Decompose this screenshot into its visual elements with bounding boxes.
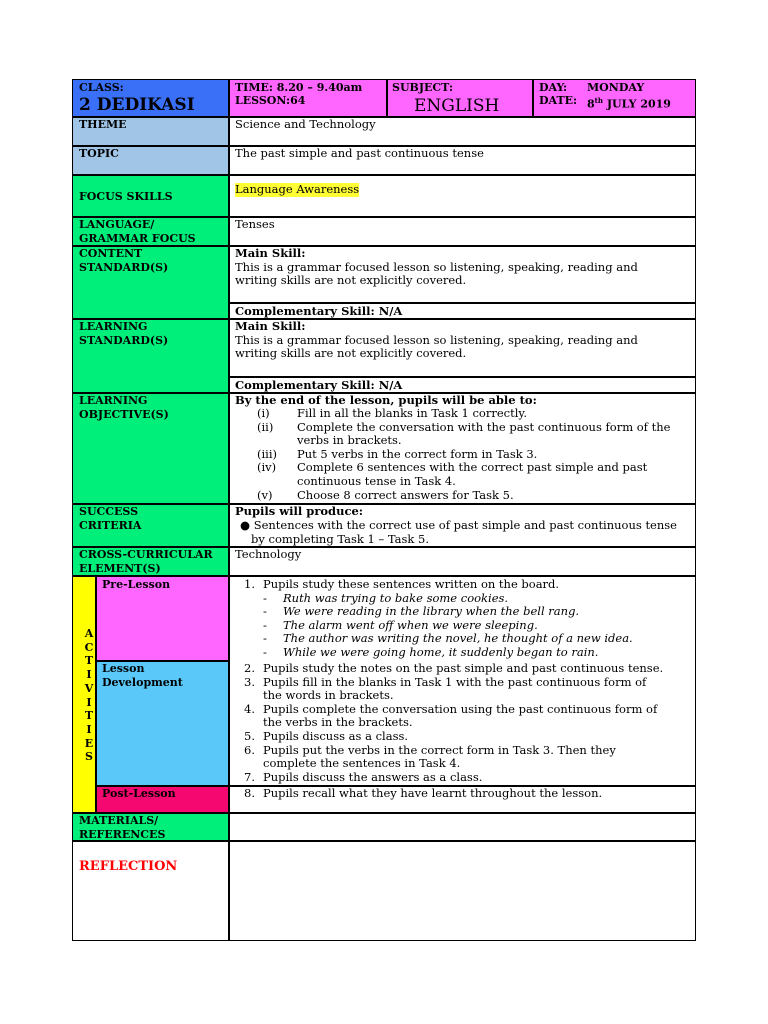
success-criteria: ● Sentences with the correct use of past simple and past continuous tense by completing Task 1 – Task 5. [240,518,677,546]
step-item-cont: the words in brackets. [263,688,394,703]
content-main: Main Skill: This is a grammar focused lesson so listening, speaking, reading and writing skills are not explicitly covered. [235,246,638,288]
step-item-cont: complete the sentences in Task 4. [263,756,461,771]
rule [72,503,696,505]
activities-vertical-label: A C T I V I T I E S [84,627,94,764]
theme-label: THEME [79,118,127,131]
objective-label: LEARNING OBJECTIVE(S) [79,394,169,421]
step-item: 6. Pupils put the verbs in the correct form in Task 3. Then they [244,742,616,757]
focus-value: Language Awareness [235,182,360,196]
content-complementary: Complementary Skill: N/A [235,304,403,318]
step-item: 3. Pupils fill in the blanks in Task 1 with the past continuous form of [244,674,647,689]
focus-label: FOCUS SKILLS [79,190,173,203]
development-steps [235,662,663,784]
topic-value: The past simple and past continuous tense [235,146,484,160]
example-sentence: - The author was writing the novel, he thought of a new idea. [263,631,633,646]
learning-main: Main Skill: This is a grammar focused lesson so listening, speaking, reading and writing skills are not explicitly covered. [235,319,638,361]
learning-standard-label: LEARNING STANDARD(S) [79,320,169,347]
post-lesson-step: 8. Pupils recall what they have learnt throughout the lesson. [244,786,603,800]
post-lesson-label: Post-Lesson [102,787,176,800]
rule [72,840,696,842]
example-sentence: - The alarm went off when we were sleeping. [263,617,538,632]
rule [72,116,696,118]
date-label: DATE: [539,94,578,107]
rule [72,174,696,176]
cross-curricular-value: Technology [235,547,302,561]
grammar-value: Tenses [235,217,275,231]
objective-list [235,407,670,502]
example-sentence: - We were reading in the library when the bell rang. [263,604,580,619]
lesson-text: LESSON:64 [235,94,306,107]
step-item: 5. Pupils discuss as a class. [244,728,409,743]
theme-value: Science and Technology [235,117,376,131]
rule [532,79,534,117]
success-intro: Pupils will produce: [235,504,364,518]
subject-label: SUBJECT: [392,81,454,94]
development-label: Lesson Development [102,662,183,689]
class-label: CLASS: [79,81,124,94]
objective-item: (iii) Put 5 verbs in the correct form in Task 3. [257,446,538,461]
example-sentence: - Ruth was trying to bake some cookies. [263,590,509,605]
subject-value: ENGLISH [414,96,500,116]
time-text: TIME: 8.20 – 9.40am [235,81,363,94]
objective-item: (i) Fill in all the blanks in Task 1 correctly. [257,406,527,420]
date-value: 8th JULY 2019 [587,96,671,111]
materials-label: MATERIALS/ REFERENCES [79,814,166,841]
objective-intro: By the end of the lesson, pupils will be able to: [235,393,537,407]
step-item: 1. Pupils study these sentences written on the board. [244,577,560,591]
cross-curricular-label: CROSS-CURRICULAR ELEMENT(S) [79,548,213,575]
day-value: MONDAY [587,81,645,94]
objective-item-cont: continuous tense in Task 4. [297,473,456,488]
example-sentence: - While we were going home, it suddenly began to rain. [263,644,599,659]
topic-label: TOPIC [79,147,119,160]
success-label: SUCCESS CRITERIA [79,505,142,532]
class-value: 2 DEDIKASI [79,95,195,115]
step-item-cont: the verbs in the brackets. [263,715,413,730]
day-label: DAY: [539,81,568,94]
objective-item: (ii) Complete the conversation with the past continuous form of the [257,419,671,434]
reflection-label: REFLECTION [79,859,178,874]
objective-item-cont: verbs in brackets. [297,433,402,448]
step-item: 4. Pupils complete the conversation using the past continuous form of [244,701,658,716]
learning-complementary: Complementary Skill: N/A [235,378,403,392]
rule [386,79,388,117]
objective-item: (iv) Complete 6 sentences with the correct past simple and past [257,460,648,475]
step-item: 7. Pupils discuss the answers as a class. [244,769,483,784]
objective-item: (v) Choose 8 correct answers for Task 5. [257,487,514,502]
content-label: CONTENT STANDARD(S) [79,247,169,274]
step-item: 2. Pupils study the notes on the past simple and past continuous tense. [244,661,664,675]
pre-lesson-steps [235,578,633,660]
rule [228,79,230,941]
pre-lesson-label: Pre-Lesson [102,578,171,591]
rule [72,812,696,814]
grammar-label: LANGUAGE/ GRAMMAR FOCUS [79,218,196,245]
